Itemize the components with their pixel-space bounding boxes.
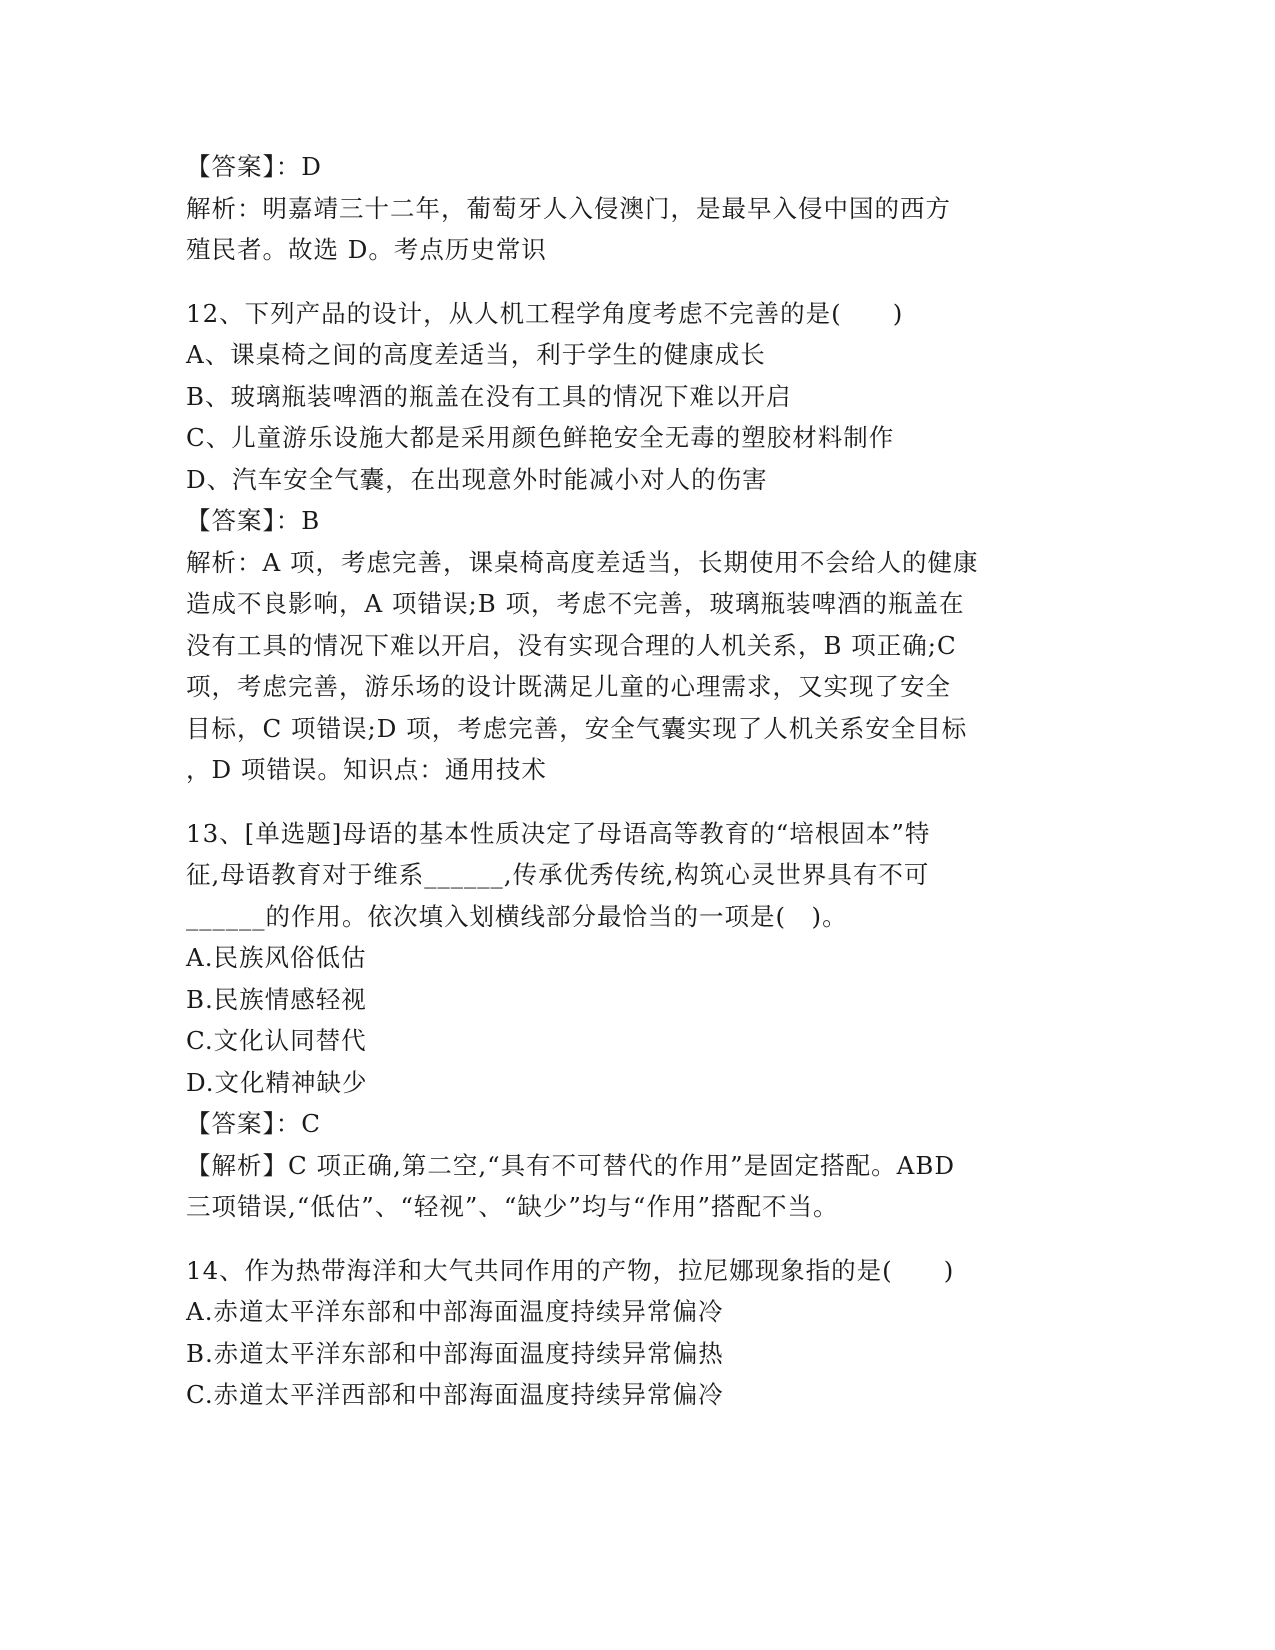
option-a: A.赤道太平洋东部和中部海面温度持续异常偏冷 [186,1297,724,1326]
option-a: A、课桌椅之间的高度差适当，利于学生的健康成长 [186,340,766,369]
analysis-line: 解析：明嘉靖三十二年，葡萄牙人入侵澳门，是最早入侵中国的西方 [186,193,951,223]
question-stem: 12、下列产品的设计，从人机工程学角度考虑不完善的是( ) [186,298,904,328]
analysis-line: 目标，C 项错误;D 项，考虑完善，安全气囊实现了人机关系安全目标 [186,713,968,743]
analysis-line: 造成不良影响，A 项错误;B 项，考虑不完善，玻璃瓶装啤酒的瓶盖在 [186,589,965,618]
question-stem: 征,母语教育对于维系______,传承优秀传统,构筑心灵世界具有不可 [186,860,930,889]
option-b: B.赤道太平洋东部和中部海面温度持续异常偏热 [186,1338,724,1368]
option-d: D、汽车安全气囊，在出现意外时能减小对人的伤害 [186,464,768,494]
question-stem: 13、[单选题]母语的基本性质决定了母语高等教育的“培根固本”特 [186,818,931,848]
question-14 [186,1250,1086,1416]
option-c: C、儿童游乐设施大都是采用颜色鲜艳安全无毒的塑胶材料制作 [186,423,895,452]
answer-line: 【答案】：C [186,1109,321,1138]
option-d: D.文化精神缺少 [186,1067,368,1097]
question-12 [186,293,1086,791]
answer-line: 【答案】：B [186,506,321,535]
question-stem: ______的作用。依次填入划横线部分最恰当的一项是( )。 [186,901,848,931]
answer-line: 【答案】：D [186,152,322,181]
analysis-line: ，D 项错误。知识点：通用技术 [186,755,547,784]
option-c: C.赤道太平洋西部和中部海面温度持续异常偏冷 [186,1380,724,1409]
analysis-line: 项，考虑完善，游乐场的设计既满足儿童的心理需求，又实现了安全 [186,672,951,701]
analysis-line: 三项错误,“低估”、“轻视”、“缺少”均与“作用”搭配不当。 [186,1192,839,1221]
question-11-tail [186,146,1086,271]
analysis-line: 【解析】C 项正确,第二空,“具有不可替代的作用”是固定搭配。ABD [186,1150,955,1180]
question-stem: 14、作为热带海洋和大气共同作用的产物，拉尼娜现象指的是( ) [186,1255,955,1285]
analysis-line: 没有工具的情况下难以开启，没有实现合理的人机关系，B 项正确;C [186,630,957,660]
option-a: A.民族风俗低估 [186,943,367,972]
option-c: C.文化认同替代 [186,1026,367,1055]
analysis-line: 殖民者。故选 D。考点历史常识 [186,235,547,264]
option-b: B.民族情感轻视 [186,984,367,1014]
document-page [186,146,1086,1416]
option-b: B、玻璃瓶装啤酒的瓶盖在没有工具的情况下难以开启 [186,381,792,411]
analysis-line: 解析：A 项，考虑完善，课桌椅高度差适当，长期使用不会给人的健康 [186,547,979,577]
question-13 [186,813,1086,1228]
